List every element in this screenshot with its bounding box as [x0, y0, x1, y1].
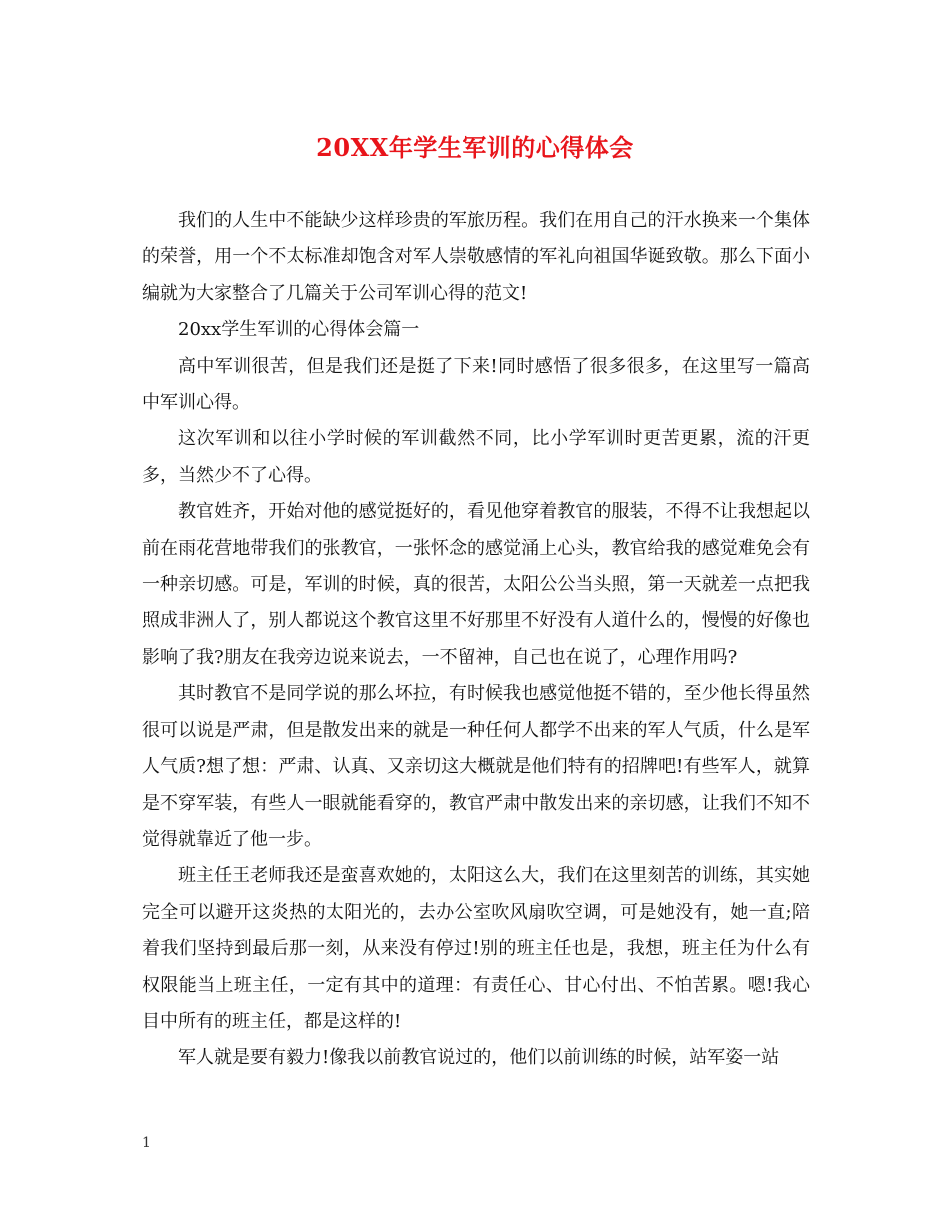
- page-number: 1: [142, 1135, 151, 1151]
- paragraph: 军人就是要有毅力!像我以前教官说过的，他们以前训练的时候，站军姿一站: [178, 1047, 780, 1069]
- paragraph: 高中军训很苦，但是我们还是挺了下来!同时感悟了很多很多，在这里写一篇高中军训心得。: [142, 355, 810, 414]
- paragraph: 班主任王老师我还是蛮喜欢她的，太阳这么大，我们在这里刻苦的训练，其实她完全可以避开这炎热的太阳光的，去办公室吹风扇吹空调，可是她没有，她一直;陪着我们坚持到最后那一刻，从来没有停过!别的班主任也是，我想，班主任为什么有权限能当上班主任，一定有其中的道理：有责任心、甘心付出、不怕苦累。嗯!我心目中所有的班主任，都是这样的!: [142, 865, 810, 1032]
- document-body: [142, 203, 810, 1077]
- paragraph-intro: 我们的人生中不能缺少这样珍贵的军旅历程。我们在用自己的汗水换来一个集体的荣誉，用一个不太标准却饱含对军人崇敬感情的军礼向祖国华诞致敬。那么下面小编就为大家整合了几篇关于公司军训心得的范文!: [142, 210, 810, 304]
- paragraph: 其时教官不是同学说的那么坏拉，有时候我也感觉他挺不错的，至少他长得虽然很可以说是严肃，但是散发出来的就是一种任何人都学不出来的军人气质，什么是军人气质?想了想：严肃、认真、又亲切这大概就是他们特有的招牌吧!有些军人，就算是不穿军装，有些人一眼就能看穿的，教官严肃中散发出来的亲切感，让我们不知不觉得就靠近了他一步。: [142, 683, 810, 850]
- paragraph: 教官姓齐，开始对他的感觉挺好的，看见他穿着教官的服装，不得不让我想起以前在雨花营地带我们的张教官，一张怀念的感觉涌上心头，教官给我的感觉难免会有一种亲切感。可是，军训的时候，真的很苦，太阳公公当头照，第一天就差一点把我照成非洲人了，别人都说这个教官这里不好那里不好没有人道什么的，慢慢的好像也影响了我?朋友在我旁边说来说去，一不留神，自己也在说了，心理作用吗?: [142, 501, 810, 668]
- document-title: 20XX年学生军训的心得体会: [316, 133, 634, 162]
- section-heading: 20xx学生军训的心得体会篇一: [178, 319, 420, 341]
- paragraph: 这次军训和以往小学时候的军训截然不同，比小学军训时更苦更累，流的汗更多，当然少不了心得。: [142, 428, 810, 486]
